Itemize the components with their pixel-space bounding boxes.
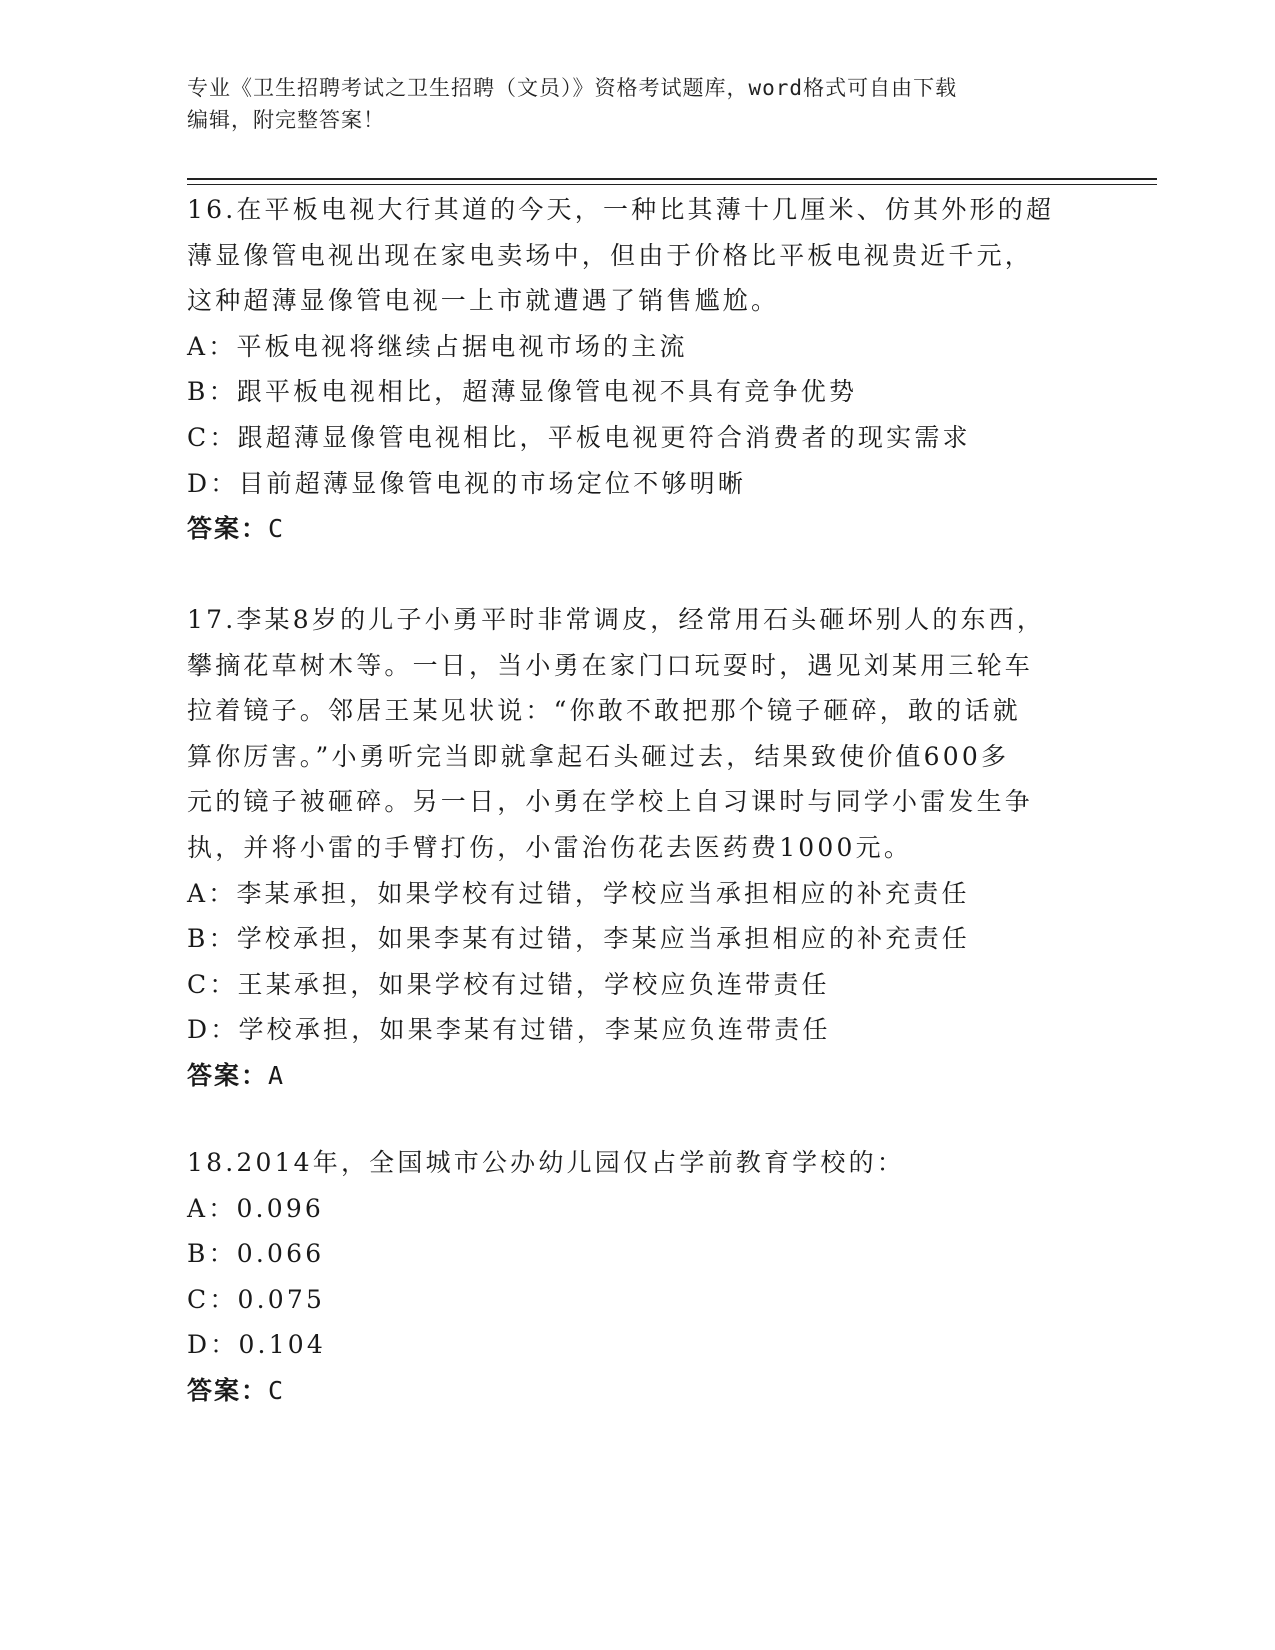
option-c: C：0.075 (187, 1284, 326, 1314)
question-stem-line: 16.在平板电视大行其道的今天，一种比其薄十几厘米、仿其外形的超 (187, 195, 1055, 224)
answer (187, 1053, 1087, 1099)
answer (187, 1368, 1087, 1414)
answer-label: 答案： (187, 1375, 269, 1405)
answer-label: 答案： (187, 1060, 269, 1090)
header-divider-thick (187, 178, 1157, 180)
header-line-2: 编辑，附完整答案！ (187, 108, 385, 132)
question-stem-line: 算你厉害。”小勇听完当即就拿起石头砸过去，结果致使价值600多 (187, 741, 1010, 771)
document-header (187, 72, 1077, 136)
document-page (187, 0, 1157, 1650)
header-line-1: 专业《卫生招聘考试之卫生招聘（文员）》资格考试题库，word格式可自由下载 (187, 76, 958, 100)
question-stem-line: 18.2014年，全国城市公办幼儿园仅占学前教育学校的： (187, 1148, 905, 1177)
question-18 (187, 1140, 1087, 1414)
option-b: B：学校承担，如果李某有过错，李某应当承担相应的补充责任 (187, 924, 970, 954)
option-d: D：0.104 (187, 1330, 327, 1360)
question-stem-line: 执，并将小雷的手臂打伤，小雷治伤花去医药费1000元。 (187, 832, 913, 862)
question-16 (187, 187, 1087, 552)
question-17 (187, 597, 1087, 1099)
question-stem-line: 薄显像管电视出现在家电卖场中，但由于价格比平板电视贵近千元， (187, 240, 1034, 270)
answer-value: A (268, 1060, 286, 1090)
option-d: D：目前超薄显像管电视的市场定位不够明晰 (187, 468, 747, 498)
answer-label: 答案： (187, 514, 269, 544)
question-stem-line: 这种超薄显像管电视一上市就遭遇了销售尴尬。 (187, 286, 780, 316)
question-stem-line: 攀摘花草树木等。一日，当小勇在家门口玩耍时，遇见刘某用三轮车 (187, 650, 1034, 680)
answer (187, 506, 1087, 552)
question-stem-line: 拉着镜子。邻居王某见状说：“你敢不敢把那个镜子砸碎，敢的话就 (187, 696, 1021, 726)
header-divider-thin (187, 184, 1157, 185)
answer-value: C (268, 1375, 286, 1405)
option-c: C：王某承担，如果学校有过错，学校应负连带责任 (187, 969, 830, 999)
option-c: C：跟超薄显像管电视相比，平板电视更符合消费者的现实需求 (187, 422, 971, 452)
question-stem-line: 17.李某8岁的儿子小勇平时非常调皮，经常用石头砸坏别人的东西， (187, 605, 1046, 634)
option-a: A：0.096 (187, 1193, 325, 1223)
answer-value: C (268, 514, 286, 544)
option-d: D：学校承担，如果李某有过错，李某应负连带责任 (187, 1015, 831, 1045)
option-b: B：跟平板电视相比，超薄显像管电视不具有竞争优势 (187, 377, 858, 407)
option-a: A：平板电视将继续占据电视市场的主流 (187, 331, 688, 361)
option-a: A：李某承担，如果学校有过错，学校应当承担相应的补充责任 (187, 878, 970, 908)
option-b: B：0.066 (187, 1239, 325, 1269)
question-stem-line: 元的镜子被砸碎。另一日，小勇在学校上自习课时与同学小雷发生争 (187, 787, 1034, 817)
